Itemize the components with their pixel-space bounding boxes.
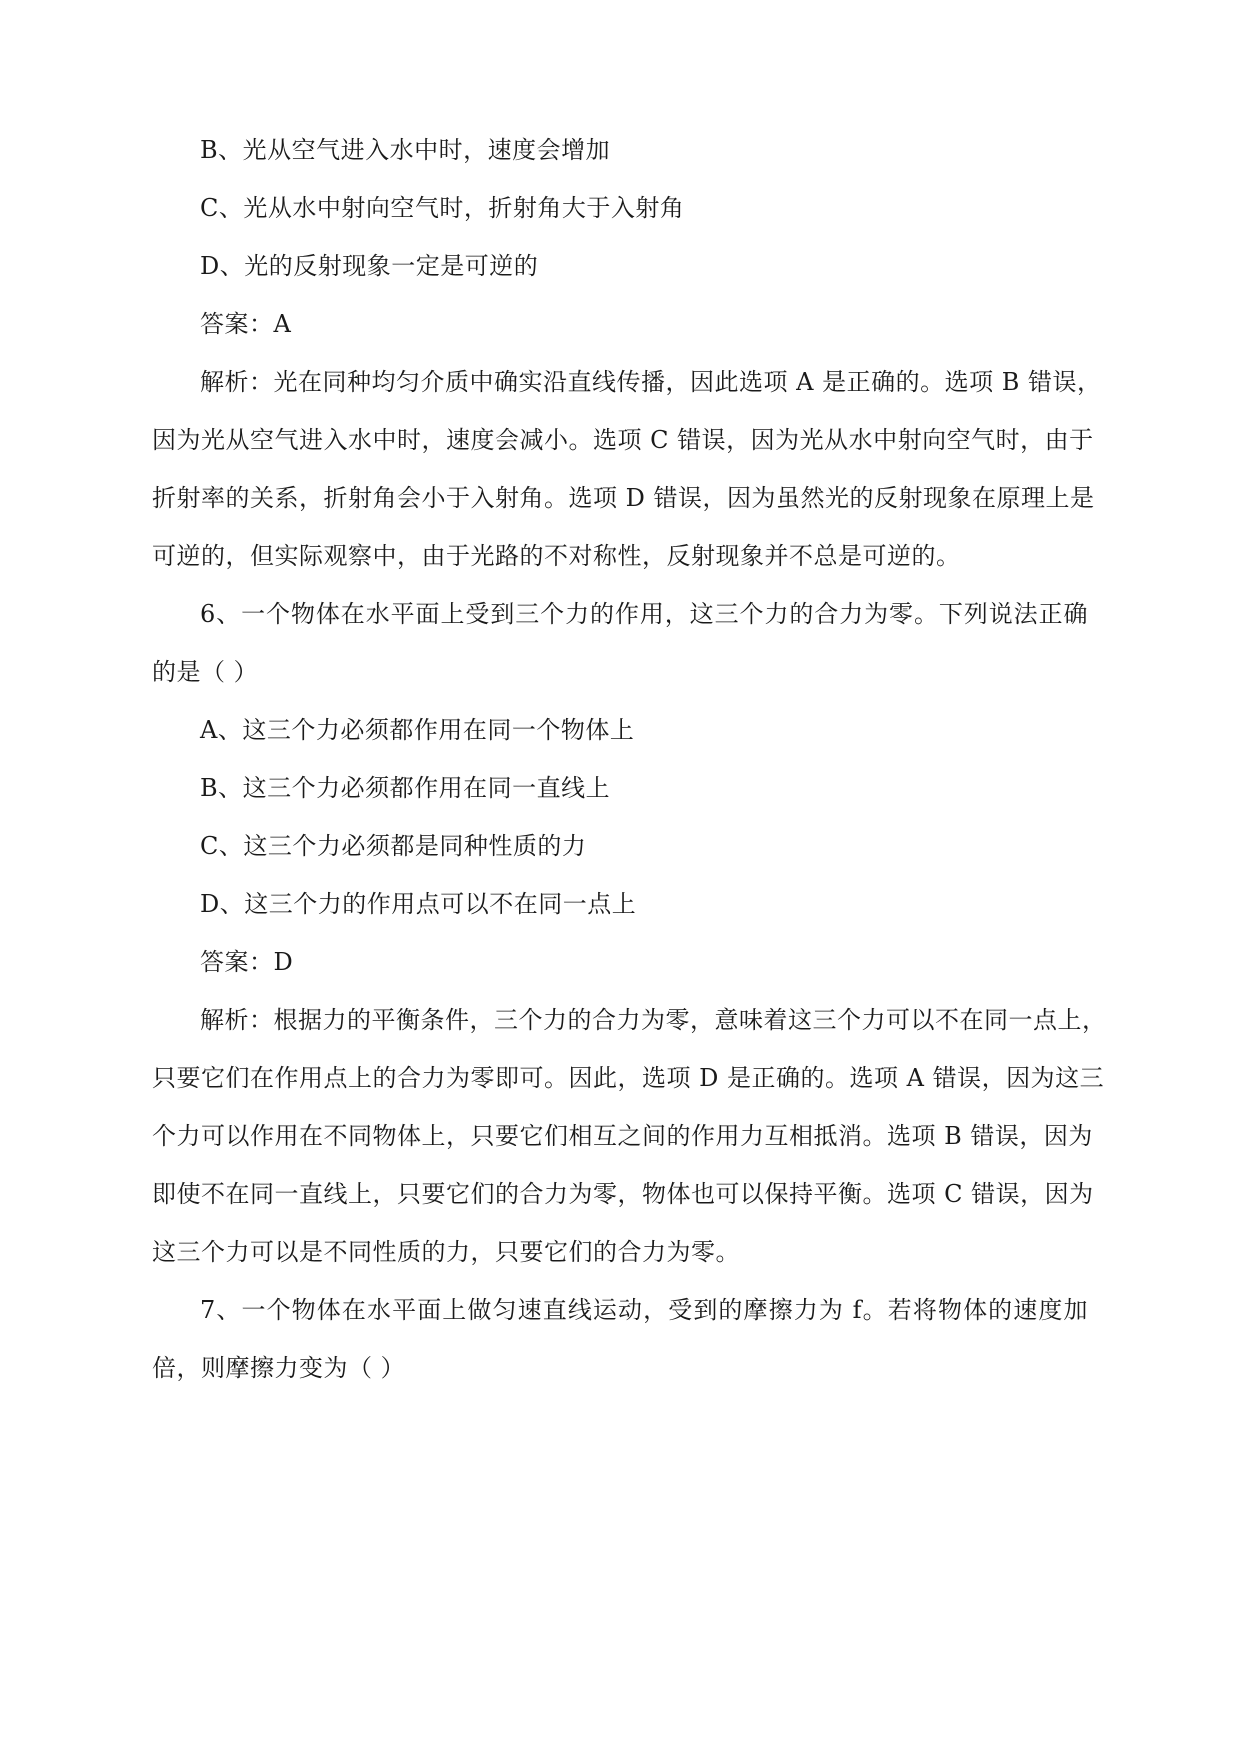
q6-option-a: A、这三个力必须都作用在同一个物体上 — [200, 716, 635, 744]
q7-question-line-2: 倍，则摩擦力变为（ ） — [152, 1354, 406, 1382]
q5-option-d: D、光的反射现象一定是可逆的 — [200, 252, 539, 280]
q5-option-b: B、光从空气进入水中时，速度会增加 — [200, 136, 611, 164]
q6-explanation-line-3: 个力可以作用在不同物体上，只要它们相互之间的作用力互相抵消。选项 B 错误，因为 — [152, 1122, 1093, 1150]
q7-question-line-1: 7、一个物体在水平面上做匀速直线运动，受到的摩擦力为 f。若将物体的速度加 — [200, 1296, 1088, 1324]
q6-option-d: D、这三个力的作用点可以不在同一点上 — [200, 890, 637, 918]
q6-explanation-line-4: 即使不在同一直线上，只要它们的合力为零，物体也可以保持平衡。选项 C 错误，因为 — [152, 1180, 1094, 1208]
q6-answer: 答案：D — [200, 948, 294, 976]
q5-option-c: C、光从水中射向空气时，折射角大于入射角 — [200, 194, 685, 222]
q6-option-b: B、这三个力必须都作用在同一直线上 — [200, 774, 611, 802]
q6-explanation-line-2: 只要它们在作用点上的合力为零即可。因此，选项 D 是正确的。选项 A 错误，因为这三 — [152, 1064, 1105, 1092]
q6-question-line-1: 6、一个物体在水平面上受到三个力的作用，这三个力的合力为零。下列说法正确 — [200, 600, 1088, 628]
q5-explanation-line-3: 折射率的关系，折射角会小于入射角。选项 D 错误，因为虽然光的反射现象在原理上是 — [152, 484, 1095, 512]
q6-question-line-2: 的是（ ） — [152, 658, 259, 686]
q5-explanation-line-1: 解析：光在同种均匀介质中确实沿直线传播，因此选项 A 是正确的。选项 B 错误， — [200, 368, 1102, 396]
q6-option-c: C、这三个力必须都是同种性质的力 — [200, 832, 587, 860]
q6-explanation-line-1: 解析：根据力的平衡条件，三个力的合力为零，意味着这三个力可以不在同一点上， — [200, 1006, 1107, 1034]
q5-explanation-line-4: 可逆的，但实际观察中，由于光路的不对称性，反射现象并不总是可逆的。 — [152, 542, 961, 570]
q5-answer: 答案：A — [200, 310, 292, 338]
q6-explanation-line-5: 这三个力可以是不同性质的力，只要它们的合力为零。 — [152, 1238, 740, 1266]
q5-explanation-line-2: 因为光从空气进入水中时，速度会减小。选项 C 错误，因为光从水中射向空气时，由于 — [152, 426, 1094, 454]
